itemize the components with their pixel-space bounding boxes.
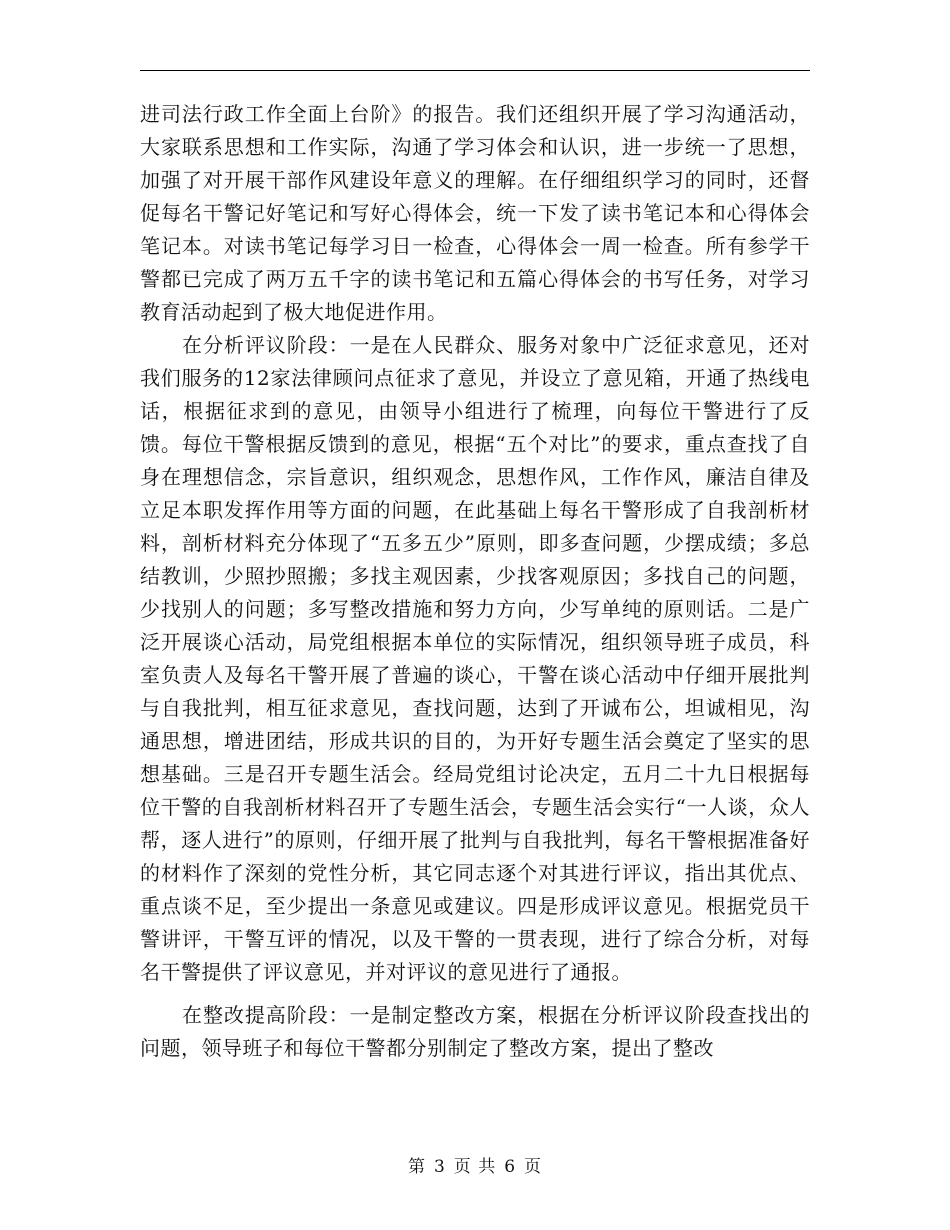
header-rule	[140, 70, 810, 71]
footer-current-page: 3	[433, 1157, 446, 1177]
document-body	[140, 98, 810, 1065]
paragraph-continued: 进司法行政工作全面上台阶》的报告。我们还组织开展了学习沟通活动，大家联系思想和工作实际，沟通了学习体会和认识，进一步统一了思想，加强了对开展干部作风建设年意义的理解。在仔细组织学习的同时，还督促每名干警记好笔记和写好心得体会，统一下发了读书笔记本和心得体会笔记本。对读书笔记每学习日一检查，心得体会一周一检查。所有参学干警都已完成了两万五千字的读书笔记和五篇心得体会的书写任务，对学习教育活动起到了极大地促进作用。	[140, 102, 810, 324]
paragraph-rectification-stage: 在整改提高阶段：一是制定整改方案，根据在分析评议阶段查找出的问题，领导班子和每位干警都分别制定了整改方案，提出了整改	[140, 1003, 810, 1060]
footer-prefix: 第	[407, 1157, 426, 1177]
page-footer	[0, 1152, 950, 1177]
footer-suffix: 页	[524, 1157, 543, 1177]
paragraph-analysis-stage: 在分析评议阶段：一是在人民群众、服务对象中广泛征求意见，还对我们服务的12家法律顾问点征求了意见，并设立了意见箱，开通了热线电话，根据征求到的意见，由领导小组进行了梳理，向每位干警进行了反馈。每位干警根据反馈到的意见，根据“五个对比”的要求，重点查找了自身在理想信念，宗旨意识，组织观念，思想作风，工作作风，廉洁自律及立足本职发挥作用等方面的问题，在此基础上每名干警形成了自我剖析材料，剖析材料充分体现了“五多五少”原则，即多查问题，少摆成绩；多总结教训，少照抄照搬；多找主观因素，少找客观原因；多找自己的问题，少找别人的问题；多写整改措施和努力方向，少写单纯的原则话。二是广泛开展谈心活动，局党组根据本单位的实际情况，组织领导班子成员，科室负责人及每名干警开展了普遍的谈心，干警在谈心活动中仔细开展批判与自我批判，相互征求意见，查找问题，达到了开诚布公，坦诚相见，沟通思想，增进团结，形成共识的目的，为开好专题生活会奠定了坚实的思想基础。三是召开专题生活会。经局党组讨论决定，五月二十九日根据每位干警的自我剖析材料召开了专题生活会，专题生活会实行“一人谈，众人帮，逐人进行”的原则，仔细开展了批判与自我批判，每名干警根据准备好的材料作了深刻的党性分析，其它同志逐个对其进行评议，指出其优点、重点谈不足，至少提出一条意见或建议。四是形成评议意见。根据党员干警讲评，干警互评的情况，以及干警的一贯表现，进行了综合分析，对每名干警提供了评议意见，并对评议的意见进行了通报。	[140, 333, 810, 984]
footer-middle: 页 共	[453, 1157, 497, 1177]
footer-total-pages: 6	[504, 1157, 517, 1177]
